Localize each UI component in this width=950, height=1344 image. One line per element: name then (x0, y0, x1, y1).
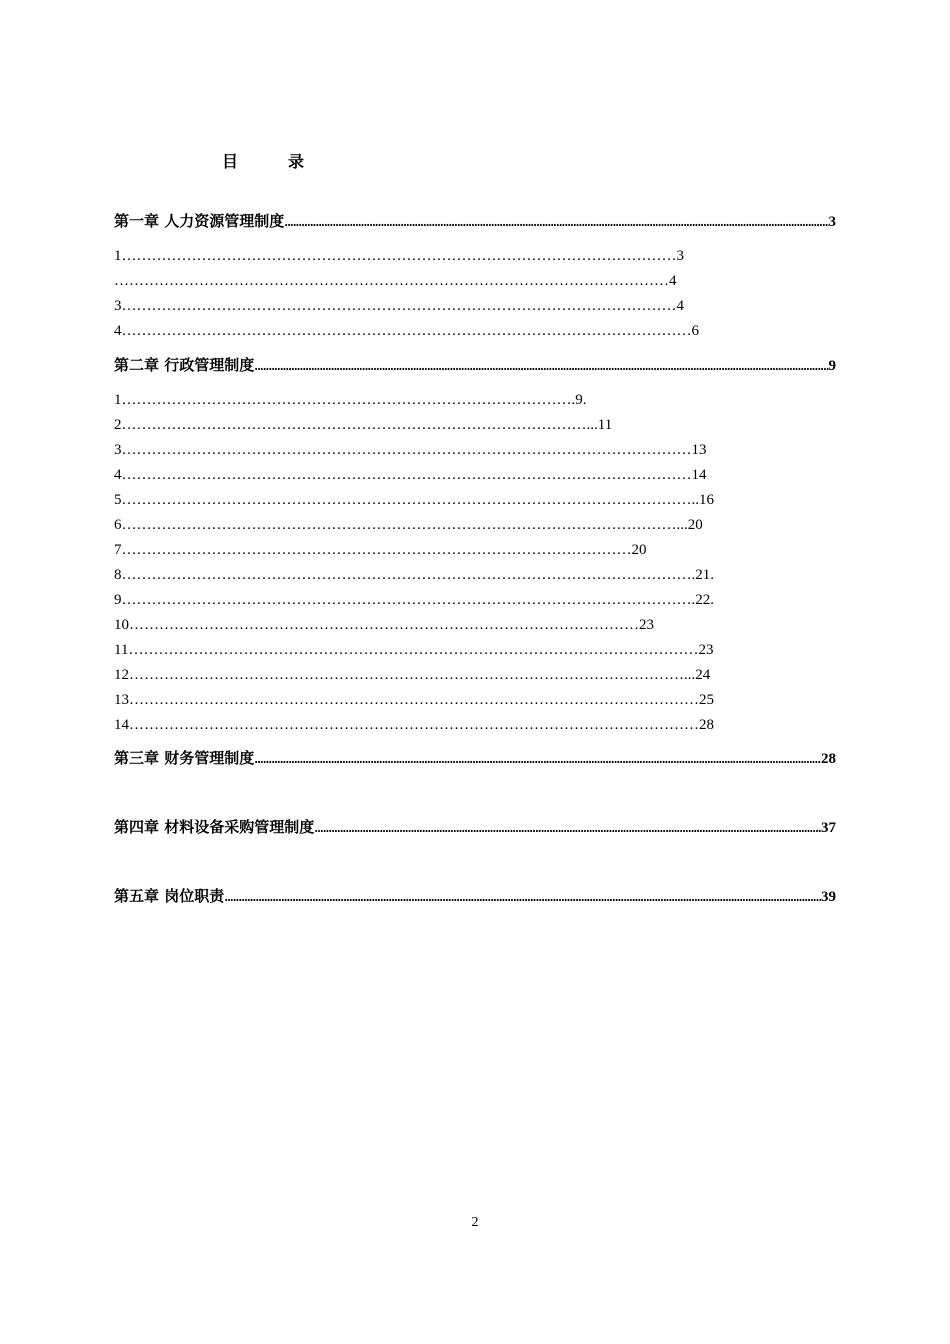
chapter-label: 第一章 人力资源管理制度 (114, 212, 285, 230)
toc-title (222, 152, 304, 172)
toc-entry[interactable]: 3…………………………………………………………………………………………………4 (114, 298, 684, 314)
chapter-page: 28 (821, 751, 836, 767)
toc-entry[interactable]: 4……………………………………………………………………………………………………14 (114, 467, 707, 483)
chapter-label: 第三章 财务管理制度 (114, 749, 255, 767)
dot-leader (254, 750, 821, 770)
toc-entry[interactable]: 11……………………………………………………………………………………………………23 (114, 642, 714, 658)
toc-entry[interactable]: 13……………………………………………………………………………………………………25 (114, 692, 714, 708)
toc-entry[interactable]: …………………………………………………………………………………………………4 (114, 273, 677, 289)
toc-entry[interactable]: 1…………………………………………………………………………………………………3 (114, 248, 684, 264)
chapter-page: 37 (821, 820, 836, 836)
dot-leader (254, 357, 828, 377)
chapter-page: 3 (828, 214, 836, 230)
page-number: 2 (471, 1215, 479, 1230)
toc-entry[interactable]: 3……………………………………………………………………………………………………13 (114, 442, 707, 458)
chapter-label: 第五章 岗位职责 (114, 887, 225, 905)
dot-leader (314, 819, 821, 839)
toc-entry[interactable]: 12…………………………………………………………………………………………………...24 (114, 667, 711, 683)
toc-entry[interactable]: 10…………………………………………………………………………………………23 (114, 617, 654, 633)
toc-entry[interactable]: 4……………………………………………………………………………………………………6 (114, 323, 699, 339)
toc-chapter-2[interactable] (114, 355, 836, 377)
toc-chapter-3[interactable] (114, 748, 836, 770)
toc-entry[interactable]: 5……………………………………………………………………………………………………..16 (114, 492, 714, 508)
chapter-page: 9 (828, 358, 836, 374)
toc-chapter-5[interactable] (114, 886, 836, 908)
dot-leader (224, 888, 821, 908)
chapter-label: 第四章 材料设备采购管理制度 (114, 818, 315, 836)
toc-entry[interactable]: 6…………………………………………………………………………………………………...20 (114, 517, 703, 533)
toc-entry[interactable]: 7…………………………………………………………………………………………20 (114, 542, 647, 558)
toc-entry[interactable]: 8…………………………………………………………………………………………………….21. (114, 567, 714, 583)
dot-leader (284, 213, 828, 233)
toc-chapter-4[interactable] (114, 817, 836, 839)
toc-entry[interactable]: 2…………………………………………………………………………………...11 (114, 417, 613, 433)
toc-title-right: 录 (288, 152, 305, 171)
toc-title-left: 目 (222, 152, 239, 171)
chapter-page: 39 (821, 889, 836, 905)
chapter-label: 第二章 行政管理制度 (114, 356, 255, 374)
toc-entry[interactable]: 1……………………………………………………………………………….9. (114, 392, 587, 408)
toc-chapter-1[interactable] (114, 211, 836, 233)
toc-entry[interactable]: 14……………………………………………………………………………………………………28 (114, 717, 714, 733)
toc-entry[interactable]: 9…………………………………………………………………………………………………….22. (114, 592, 714, 608)
